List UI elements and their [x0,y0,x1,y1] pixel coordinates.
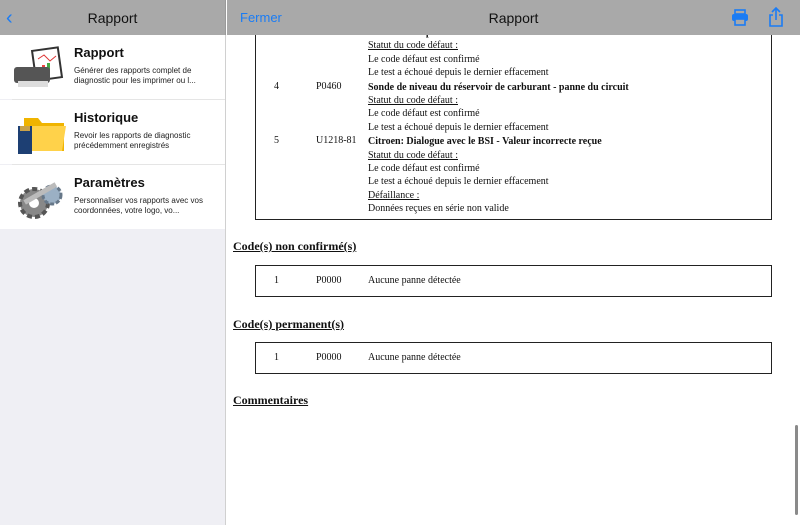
permanent-table [255,342,772,374]
row-number: 1 [274,275,279,286]
row-number: 4 [274,80,279,92]
chevron-left-icon[interactable]: ‹ [6,7,13,29]
menu-item-2[interactable] [0,165,225,229]
dtc-description: Aucune panne détectée [368,352,461,363]
menu-item-description: Revoir les rapports de diagnostic précédemment enregistrés [74,131,191,150]
dtc-row [256,81,771,134]
share-icon[interactable] [768,7,784,27]
menu-item-description: Personnaliser vos rapports avec vos coordonnées, votre logo, vo... [74,196,203,215]
menu-item-title: Paramètres [74,175,145,190]
right-header [227,0,800,35]
row-number: 1 [274,352,279,363]
comments-heading: Commentaires [233,393,309,407]
dtc-detail: Statut du code défaut : [368,149,458,161]
left-header-title: Rapport [87,9,138,26]
dtc-detail: Le test a échoué depuis le dernier effacement [368,121,549,133]
dtc-code: P0460 [316,80,342,92]
dtc-title: Citroen: Dialogue avec le BSI - Valeur incorrecte reçue [368,136,602,148]
dtc-detail: Statut du code défaut : [368,94,458,106]
dtc-row [256,135,771,215]
menu-item-0[interactable] [0,35,225,99]
dtc-detail: Le code défaut est confirmé [368,53,480,65]
dtc-detail: Données reçues en série non valide [368,202,509,214]
row-number: 5 [274,135,279,147]
menu-item-description: Générer des rapports complet de diagnostic pour les imprimer ou l... [74,66,196,85]
unconfirmed-table [255,265,772,297]
gear-wrench-icon [12,177,68,219]
dtc-detail: Le code défaut est confirmé [368,108,480,120]
dtc-code: P0000 [316,275,342,286]
dtc-detail: Le test a échoué depuis le dernier effacement [368,176,549,188]
permanent-heading: Code(s) permanent(s) [233,317,344,331]
scrollbar[interactable] [795,425,798,515]
menu-item-title: Historique [74,110,139,125]
sidebar [0,35,226,525]
printer-icon[interactable] [731,9,749,26]
close-button[interactable]: Fermer [240,10,282,25]
printer-report-icon [12,47,68,89]
dtc-title: Sonde de niveau du réservoir de carburant - panne du circuit [368,81,629,93]
folder-sd-card-icon [12,112,68,154]
dtc-detail: Statut du code défaut : [368,40,458,52]
dtc-code: P0000 [316,352,342,363]
dtc-detail: Le code défaut est confirmé [368,162,480,174]
menu-item-title: Rapport [74,45,124,60]
unconfirmed-heading: Code(s) non confirmé(s) [233,239,357,253]
confirmed-codes-table [255,23,772,220]
menu-item-1[interactable] [0,100,225,164]
dtc-detail: Défaillance : [368,189,420,201]
dtc-detail: Le test a échoué depuis le dernier effacement [368,66,549,78]
dtc-description: Aucune panne détectée [368,275,461,286]
report-document[interactable] [227,35,800,525]
left-header [0,0,226,35]
dtc-code: U1218-81 [316,135,357,147]
right-header-title: Rapport [488,9,539,26]
